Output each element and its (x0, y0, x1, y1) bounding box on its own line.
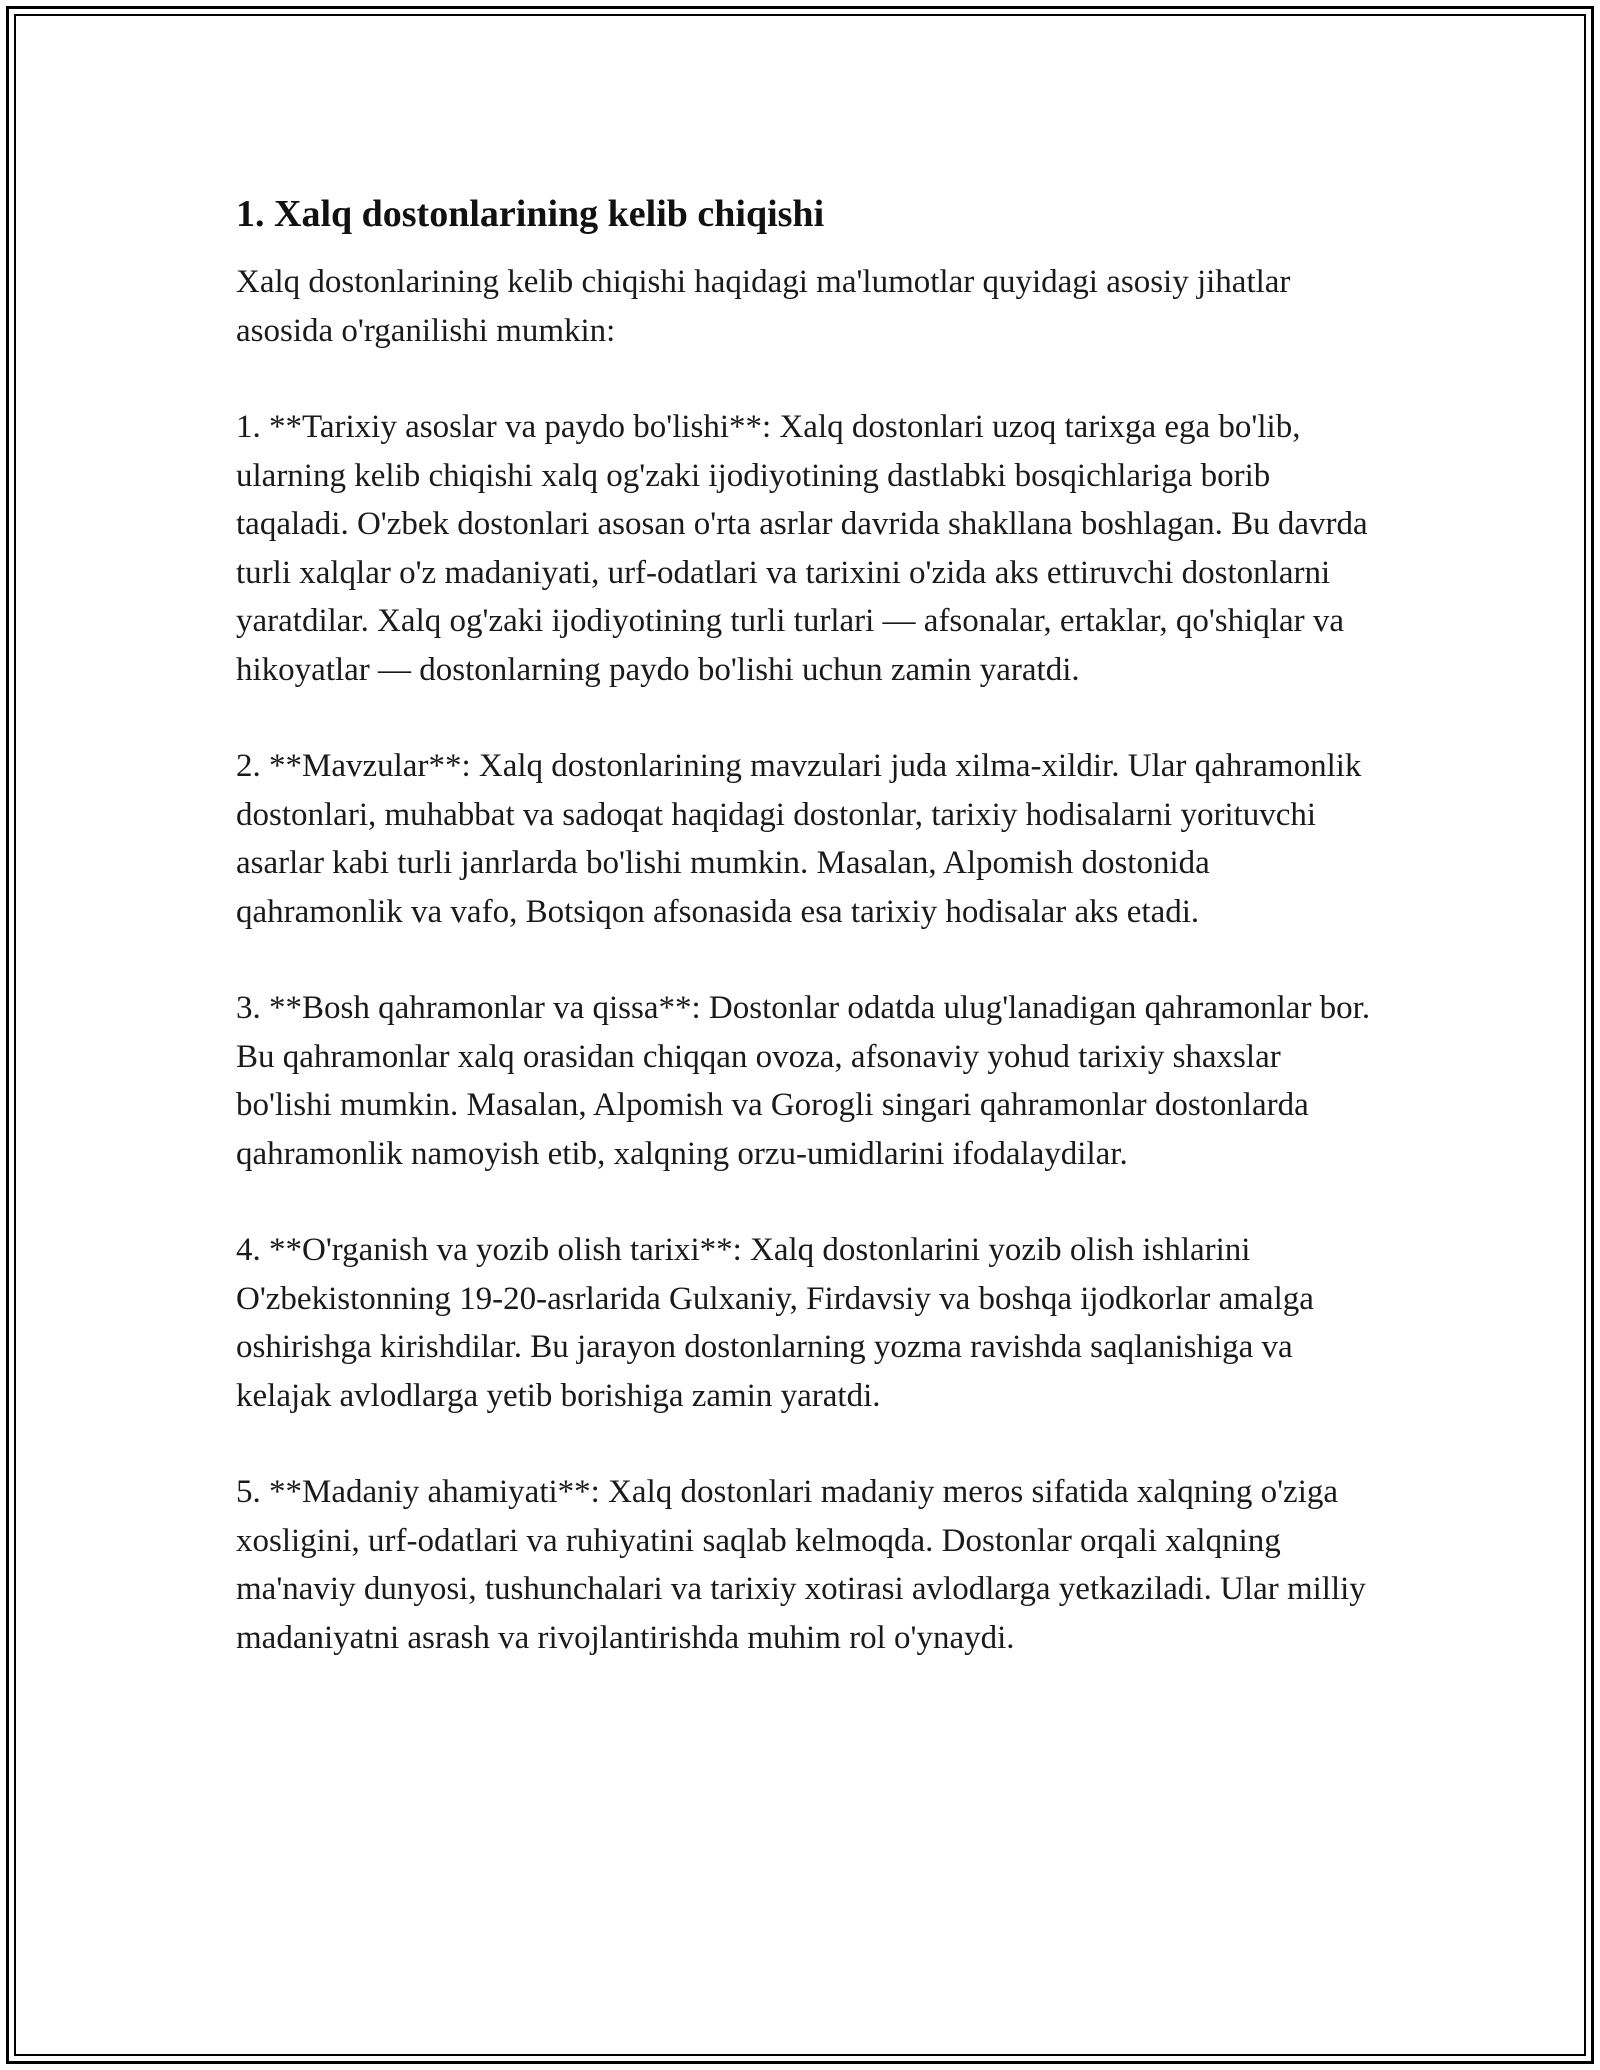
section-paragraph-1: 1. **Tarixiy asoslar va paydo bo'lishi**: Xalq dostonlari uzoq tarixga ega bo'lib, ularning kelib chiqishi xalq og'zaki ijodiyotining dastlabki bosqichlariga borib taqaladi. O'zbek dostonlari asosan o'rta asrlar davrida shakllana boshlagan. Bu davrda turli xalqlar o'z madaniyati, urf-odatlari va tarixini o'zida aks ettiruvchi dostonlarni yaratdilar. Xalq og'zaki ijodiyotining turli turlari — afsonalar, ertaklar, qo'shiqlar va hikoyatlar — dostonlarning paydo bo'lishi uchun zamin yaratdi. (236, 409, 1368, 688)
section-paragraph-2: 2. **Mavzular**: Xalq dostonlarining mavzulari juda xilma-xildir. Ular qahramonlik dostonlari, muhabbat va sadoqat haqidagi dostonlar, tarixiy hodisalarni yorituvchi asarlar kabi turli janrlarda bo'lishi mumkin. Masalan, Alpomish dostonida qahramonlik va vafo, Botsiqon afsonasida esa tarixiy hodisalar aks etadi. (236, 748, 1362, 930)
section-paragraph-4: 4. **O'rganish va yozib olish tarixi**: Xalq dostonlarini yozib olish ishlarini O'zbekistonning 19-20-asrlarida Gulxaniy, Firdavsiy va boshqa ijodkorlar amalga oshirishga kirishdilar. Bu jarayon dostonlarning yozma ravishda saqlanishiga va kelajak avlodlarga yetib borishiga zamin yaratdi. (236, 1232, 1314, 1414)
intro-paragraph: Xalq dostonlarining kelib chiqishi haqidagi ma'lumotlar quyidagi asosiy jihatlar asosida o'rganilishi mumkin: (236, 264, 1291, 349)
document-title: 1. Xalq dostonlarining kelib chiqishi (236, 193, 825, 235)
document-body (236, 186, 1376, 1710)
section-paragraph-3: 3. **Bosh qahramonlar va qissa**: Dostonlar odatda ulug'lanadigan qahramonlar bor. Bu qahramonlar xalq orasidan chiqqan ovoza, afsonaviy yohud tarixiy shaxslar bo'lishi mumkin. Masalan, Alpomish va Gorogli singari qahramonlar dostonlarda qahramonlik namoyish etib, xalqning orzu-umidlarini ifodalaydilar. (236, 990, 1371, 1172)
section-paragraph-5: 5. **Madaniy ahamiyati**: Xalq dostonlari madaniy meros sifatida xalqning o'ziga xosligini, urf-odatlari va ruhiyatini saqlab kelmoqda. Dostonlar orqali xalqning ma'naviy dunyosi, tushunchalari va tarixiy xotirasi avlodlarga yetkaziladi. Ular milliy madaniyatni asrash va rivojlantirishda muhim rol o'ynaydi. (236, 1474, 1366, 1656)
